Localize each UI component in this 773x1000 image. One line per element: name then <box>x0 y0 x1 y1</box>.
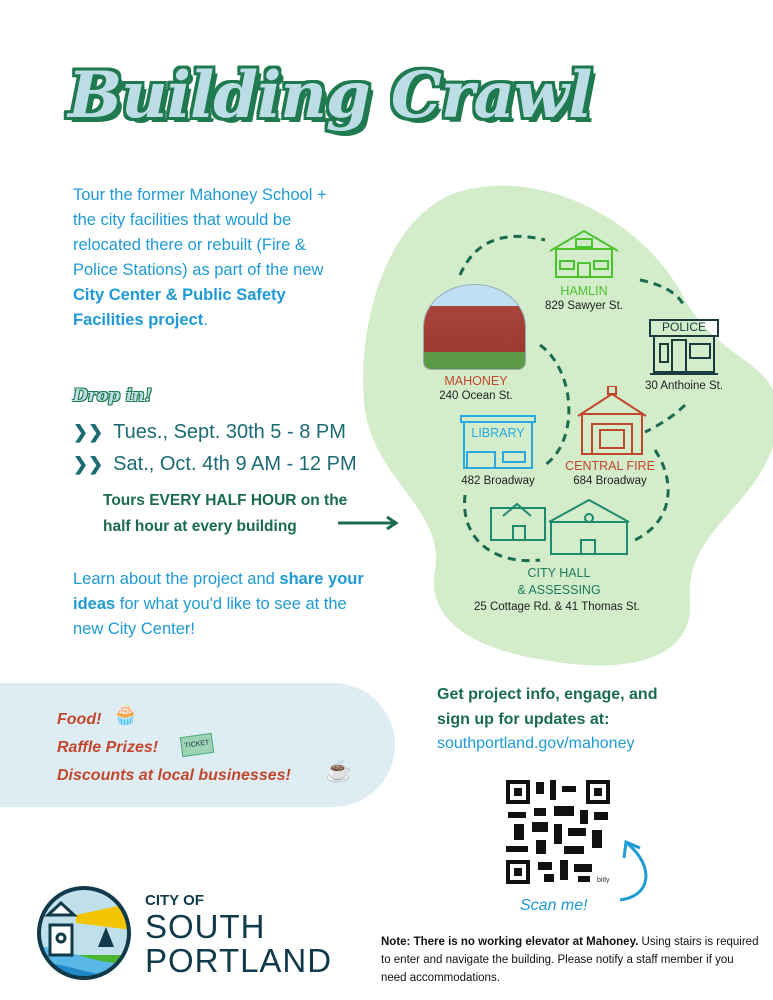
logo-portland: PORTLAND <box>145 942 333 979</box>
ticket-icon: TICKET <box>180 733 214 757</box>
drop-in-heading: Drop in! <box>73 386 153 406</box>
logo-city-of: CITY OF <box>145 892 204 909</box>
elevator-note: Note: There is no working elevator at Mahoney. Using stairs is required to enter and navigate the building. Please notify a staff member if you need accommodations. <box>381 936 759 984</box>
learn-text: Learn about the project and share your ideas for what you'd like to see at the new City Center! <box>73 570 364 638</box>
cupcake-icon: 🧁 <box>113 704 138 726</box>
qr-caption: bitly <box>597 877 610 884</box>
info-heading: Get project info, engage, and sign up for updates at: <box>437 686 658 728</box>
hamlin-address: 829 Sawyer St. <box>545 300 623 312</box>
police-label: POLICE <box>661 320 707 334</box>
mahoney-address: 240 Ocean St. <box>439 390 513 402</box>
curved-arrow-icon <box>612 836 660 906</box>
library-address: 482 Broadway <box>461 475 535 487</box>
police-address: 30 Anthoine St. <box>644 380 724 392</box>
perk-discounts: Discounts at local businesses! <box>57 767 291 784</box>
mahoney-label: MAHONEY <box>444 374 508 388</box>
fire-station-icon <box>576 386 648 456</box>
hamlin-label: HAMLIN <box>560 284 608 298</box>
central-fire-label: CENTRAL FIRE <box>565 459 655 473</box>
city-hall-icon <box>489 498 631 556</box>
central-fire-address: 684 Broadway <box>573 475 647 487</box>
city-logo-emblem <box>36 885 132 981</box>
scan-me-label: Scan me! <box>520 897 588 914</box>
date-1: ❯❯ Tues., Sept. 30th 5 - 8 PM <box>73 421 346 443</box>
qr-code[interactable] <box>504 778 612 886</box>
chevron-right-icon: ❯❯ <box>73 454 104 474</box>
project-link[interactable]: southportland.gov/mahoney <box>437 735 635 752</box>
city-hall-address: 25 Cottage Rd. & 41 Thomas St. <box>474 601 640 613</box>
perk-food: Food! <box>57 711 102 728</box>
page-title: Building Crawl <box>68 58 592 133</box>
intro-text: Tour the former Mahoney School + the city facilities that would be relocated there or rebuilt (Fire & Police Stations) as part of the new City Center & Public Safety Facilities project. <box>73 186 327 329</box>
library-building-icon <box>459 414 539 470</box>
tours-note: Tours EVERY HALF HOUR on the half hour at every building <box>103 492 348 535</box>
logo-south: SOUTH <box>145 908 266 945</box>
date-2: ❯❯ Sat., Oct. 4th 9 AM - 12 PM <box>73 453 357 475</box>
hamlin-building-icon <box>548 229 620 281</box>
perk-raffle: Raffle Prizes! <box>57 739 159 756</box>
library-label: LIBRARY <box>471 426 525 440</box>
coffee-cup-icon: ☕ <box>325 758 353 783</box>
mahoney-school-photo <box>423 284 526 370</box>
chevron-right-icon: ❯❯ <box>73 422 104 442</box>
city-hall-label: CITY HALL & ASSESSING <box>517 566 601 597</box>
